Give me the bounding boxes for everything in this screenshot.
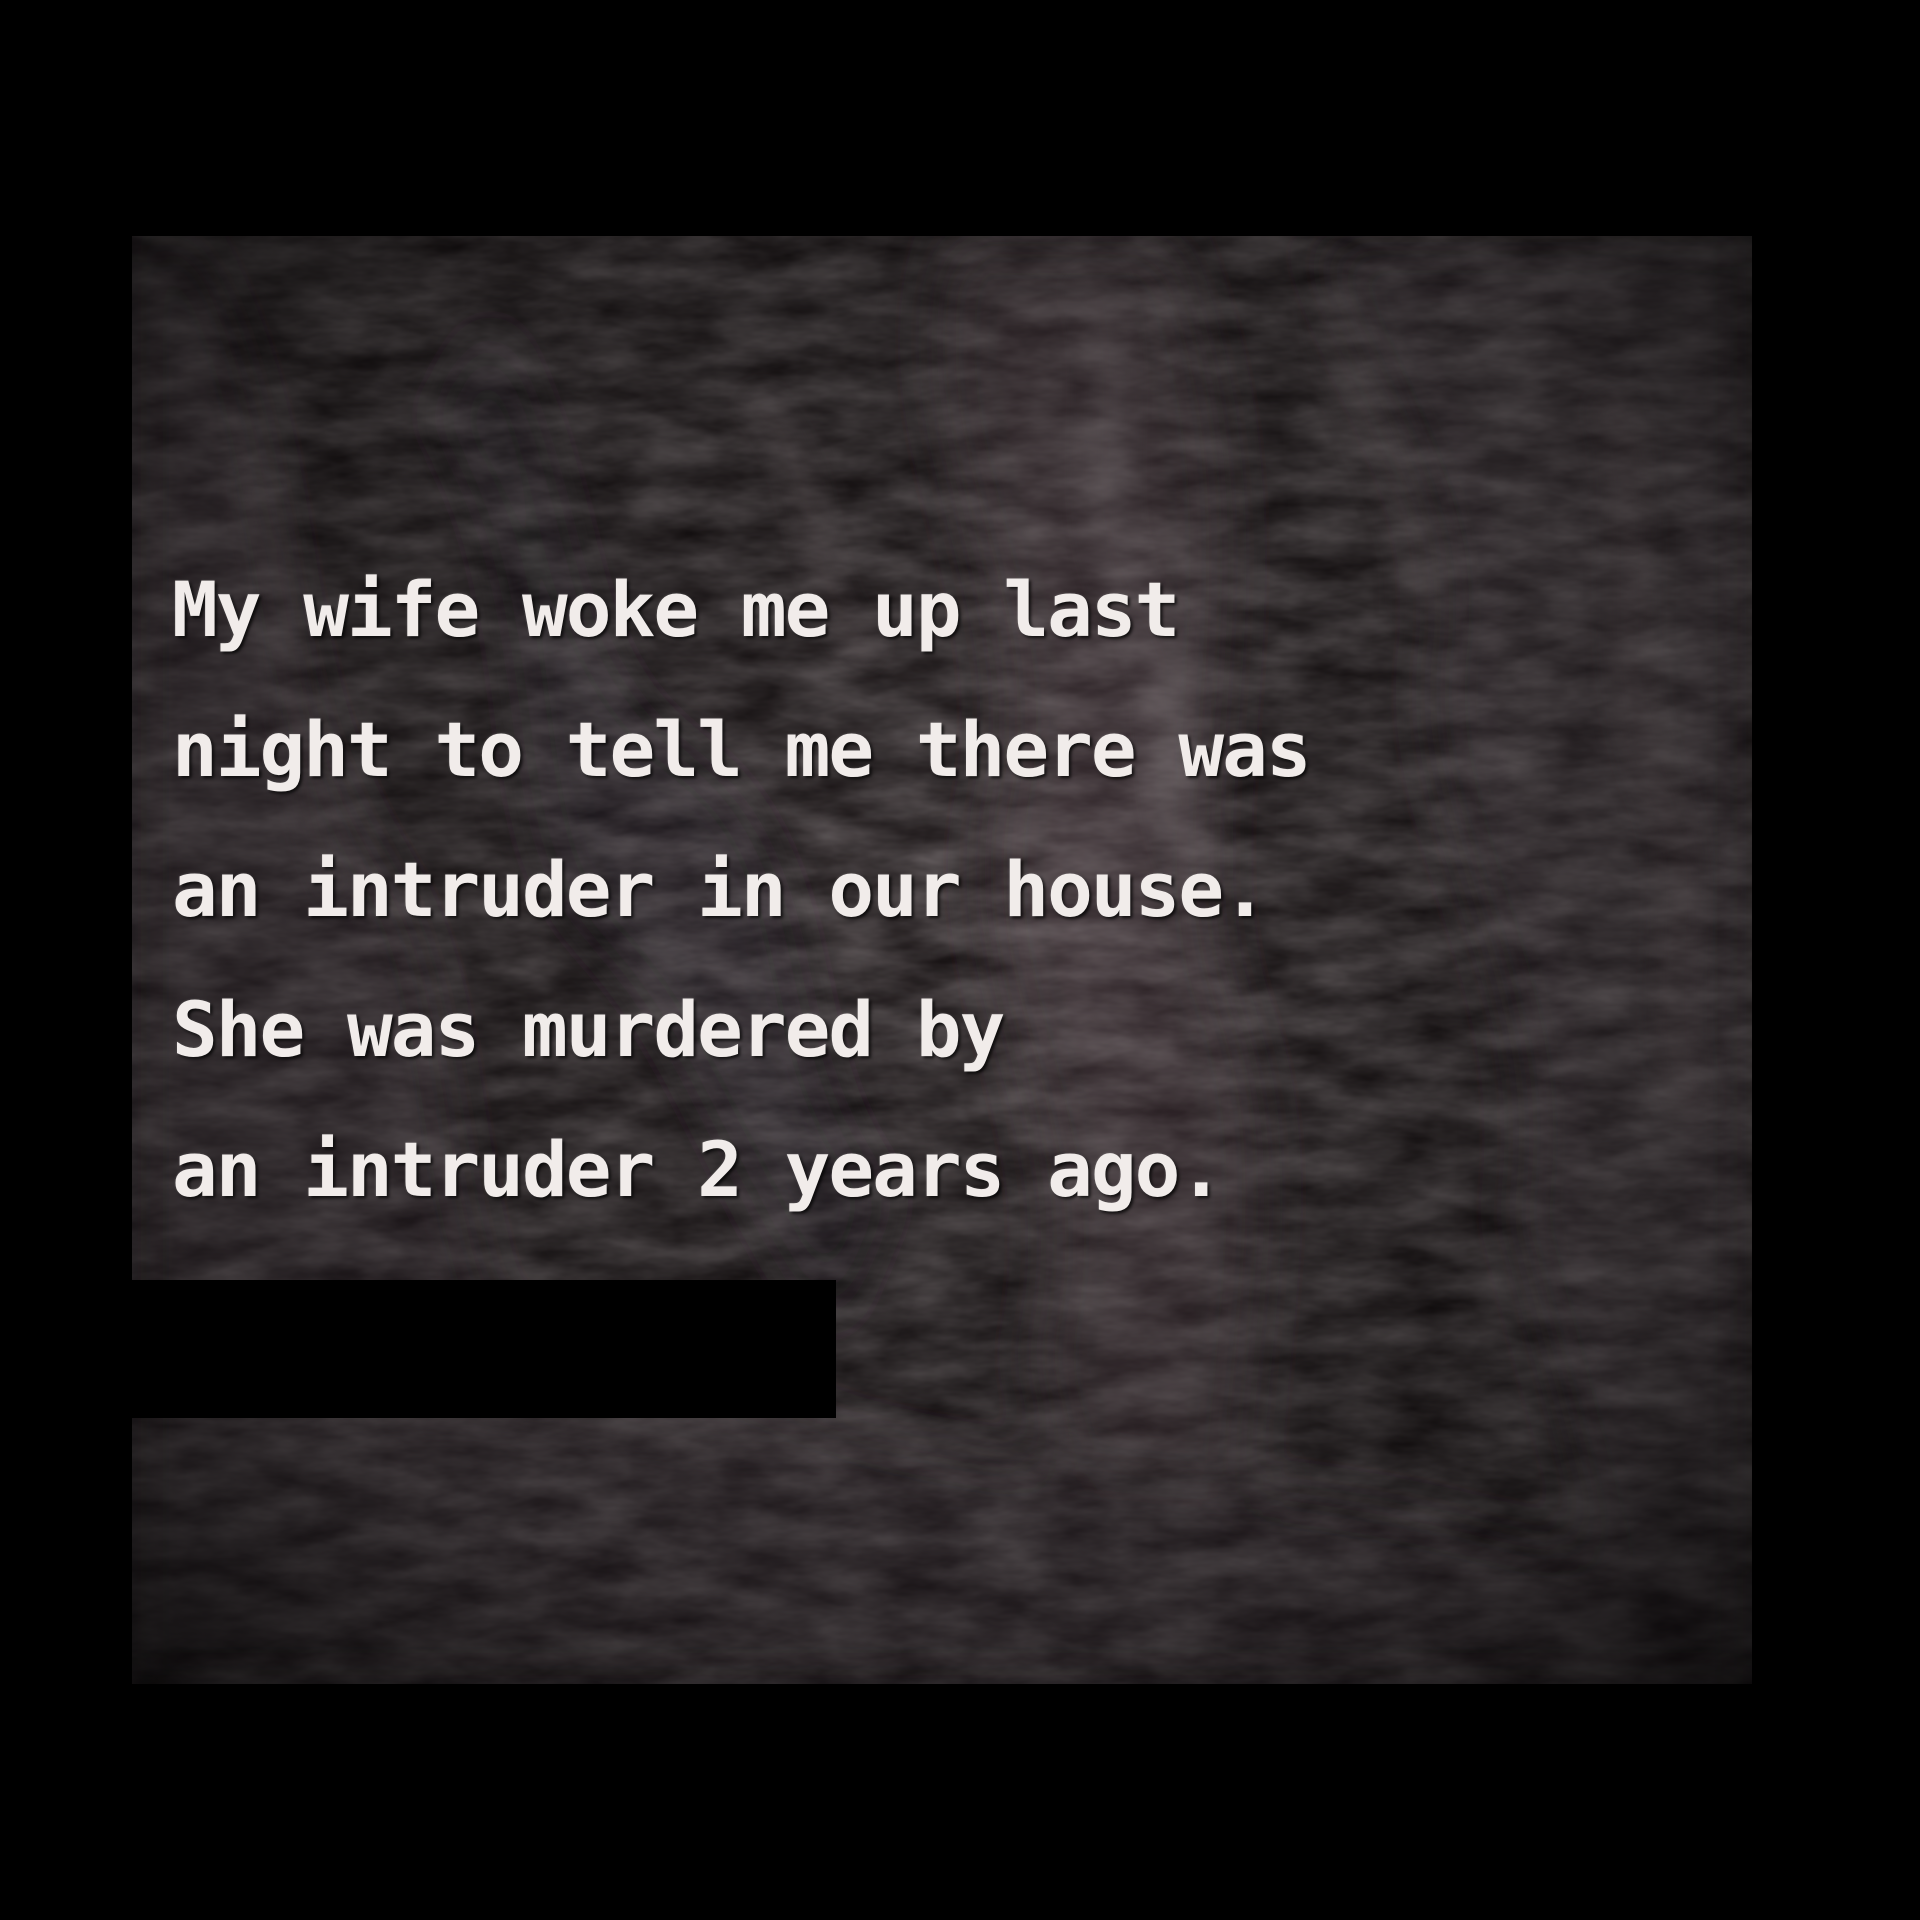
quote-line-2: night to tell me there was bbox=[172, 705, 1310, 794]
quote-text bbox=[172, 540, 1732, 1240]
redaction-bar bbox=[132, 1280, 836, 1418]
quote-line-3: an intruder in our house. bbox=[172, 845, 1266, 934]
quote-line-5: an intruder 2 years ago. bbox=[172, 1125, 1223, 1214]
quote-line-4: She was murdered by bbox=[172, 985, 1004, 1074]
quote-line-1: My wife woke me up last bbox=[172, 565, 1179, 654]
